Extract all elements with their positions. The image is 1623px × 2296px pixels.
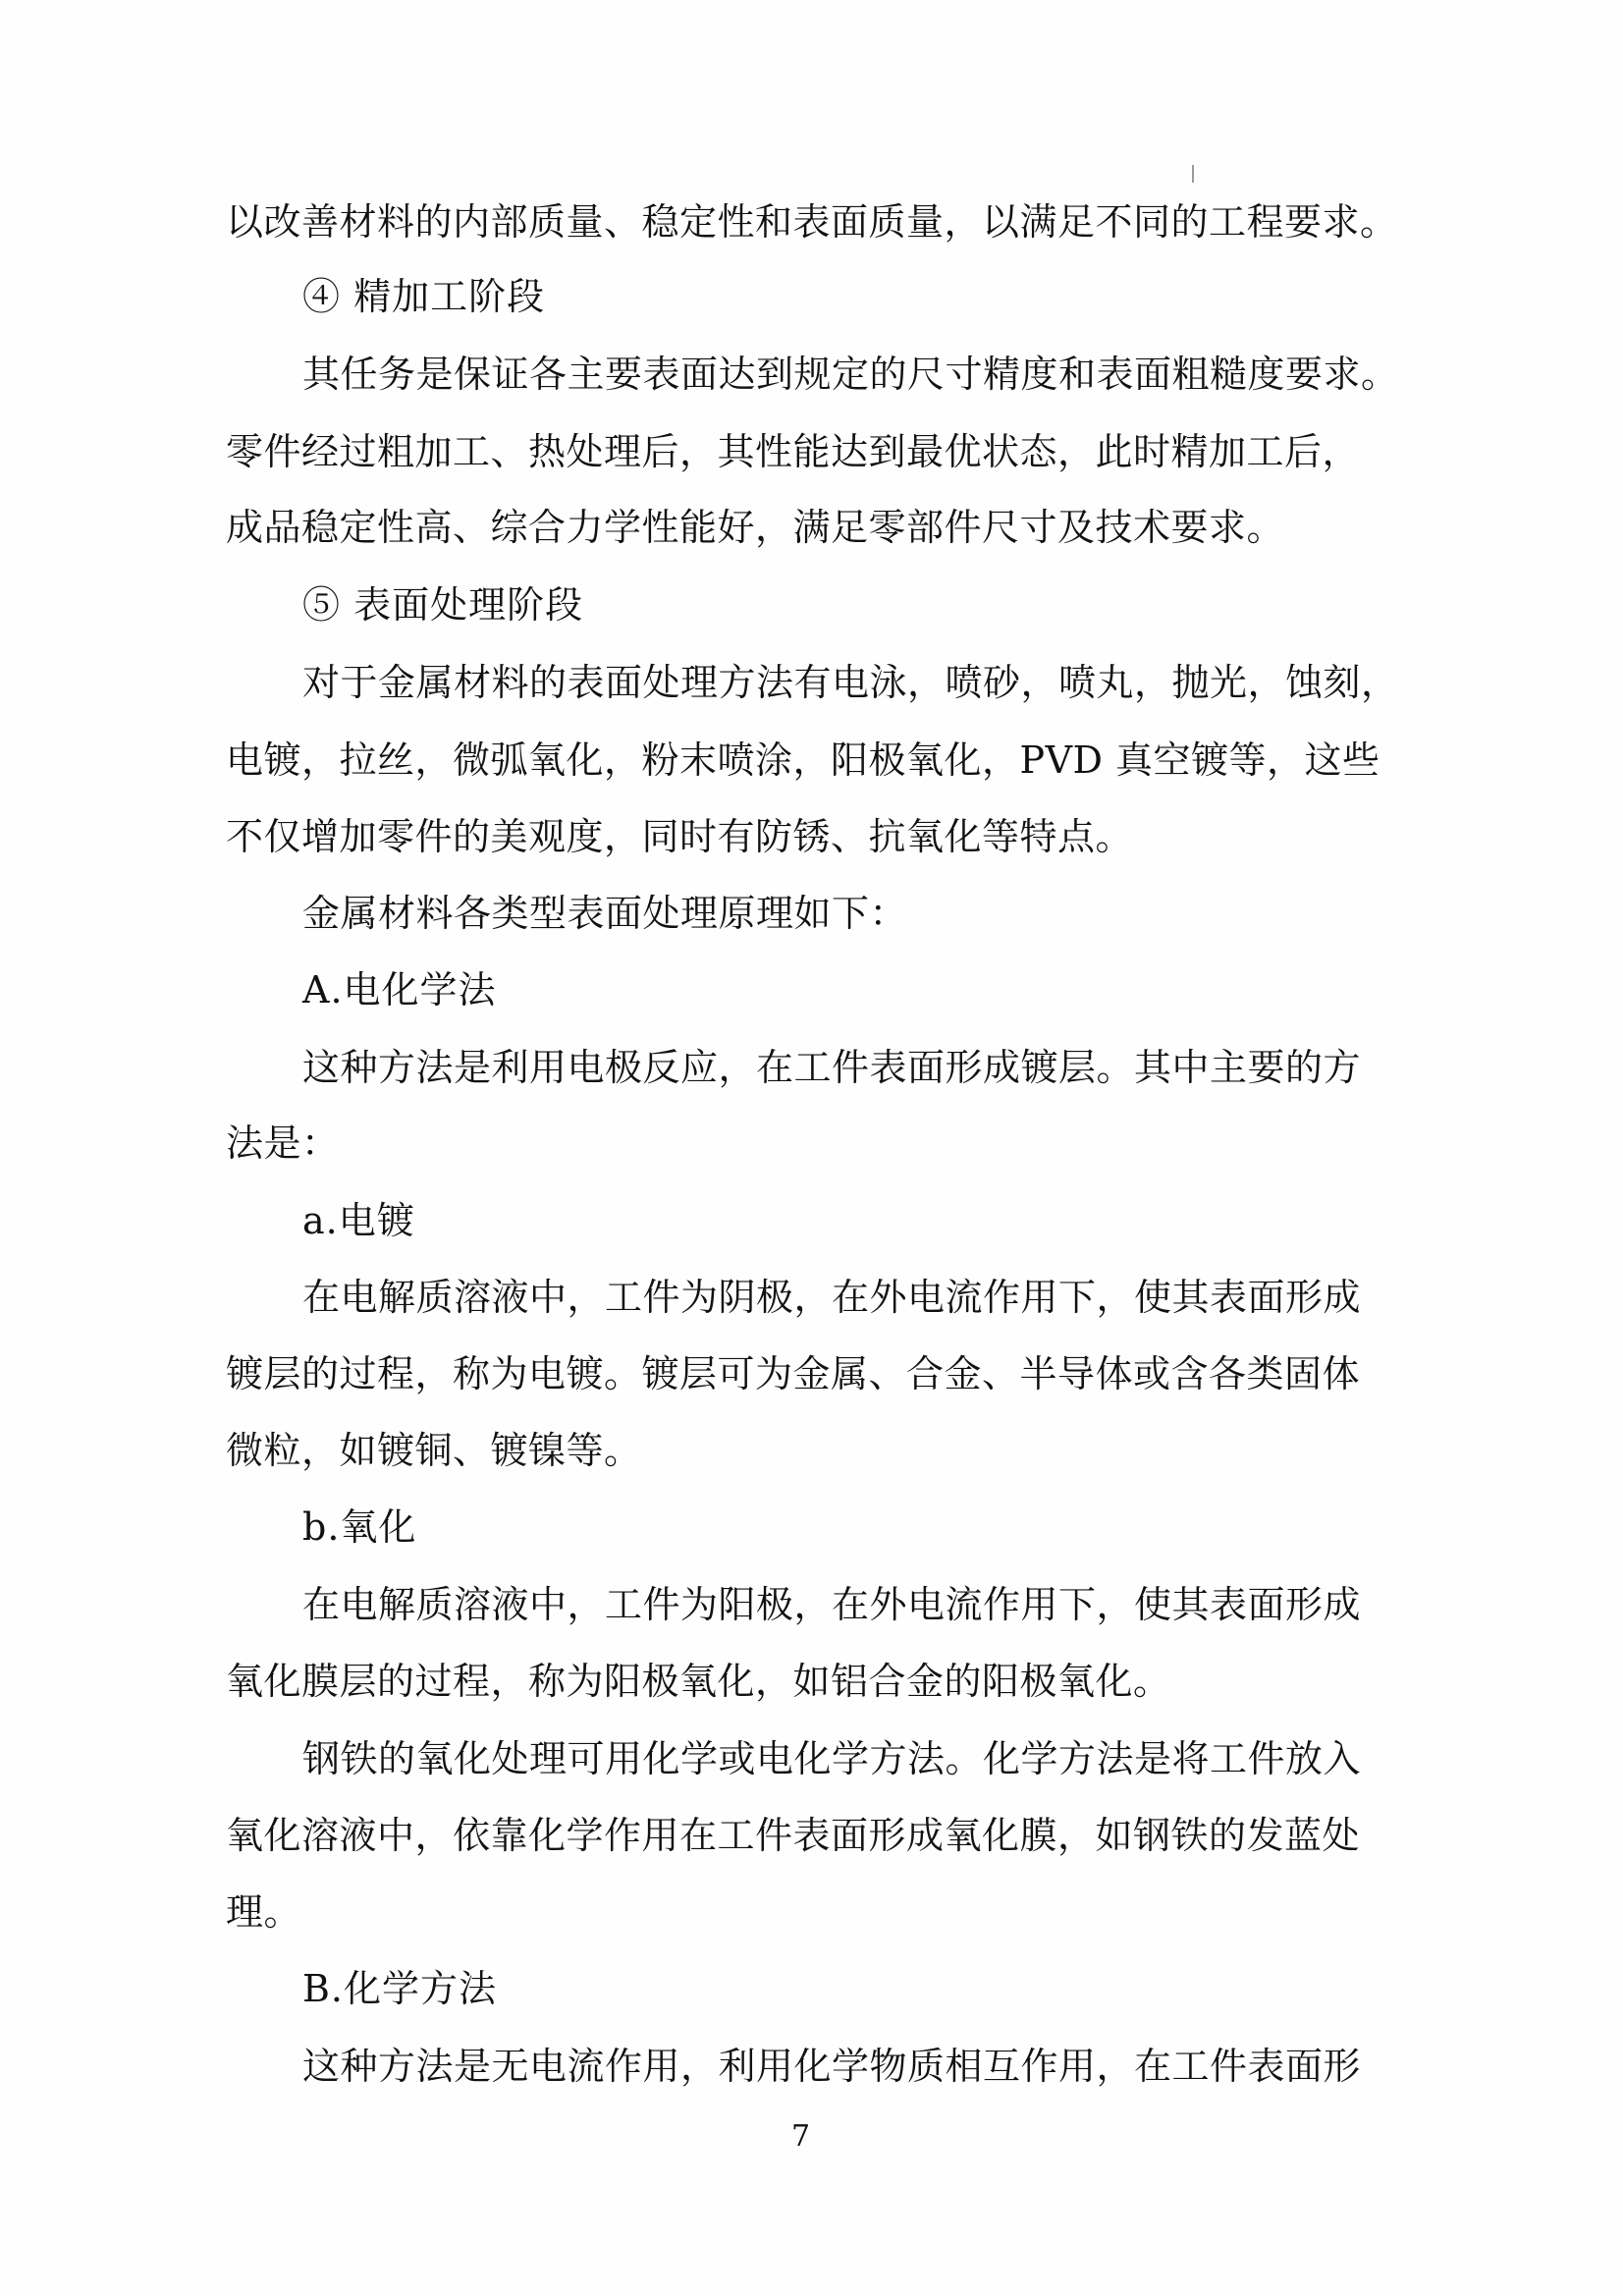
paragraph-line: 这种方法是无电流作用，利用化学物质相互作用，在工件表面形 xyxy=(302,2045,1362,2088)
page-number: 7 xyxy=(791,2119,811,2154)
paragraph-line: 金属材料各类型表面处理原理如下： xyxy=(302,892,908,935)
section-heading: ④ 精加工阶段 xyxy=(302,275,546,318)
paragraph-line: 对于金属材料的表面处理方法有电泳，喷砂，喷丸，抛光，蚀刻， xyxy=(302,661,1399,704)
paragraph-line: 镀层的过程，称为电镀。镀层可为金属、合金、半导体或含各类固体 xyxy=(226,1352,1361,1395)
paragraph-line: 法是： xyxy=(226,1121,340,1165)
paragraph-line: 在电解质溶液中，工件为阳极，在外电流作用下，使其表面形成 xyxy=(302,1583,1362,1626)
paragraph-line: 零件经过粗加工、热处理后，其性能达到最优状态，此时精加工后， xyxy=(226,430,1361,473)
paragraph-line: 氧化膜层的过程，称为阳极氧化，如铝合金的阳极氧化。 xyxy=(226,1660,1171,1703)
paragraph-line: 成品稳定性高、综合力学性能好，满足零部件尺寸及技术要求。 xyxy=(226,506,1285,549)
paragraph-line: 以改善材料的内部质量、稳定性和表面质量，以满足不同的工程要求。 xyxy=(226,200,1398,244)
subsection-heading: b.氧化 xyxy=(302,1505,417,1549)
section-heading: ⑤ 表面处理阶段 xyxy=(302,583,584,627)
paragraph-line: 微粒，如镀铜、镀镍等。 xyxy=(226,1429,642,1472)
paragraph-line: 其任务是保证各主要表面达到规定的尺寸精度和表面粗糙度要求。 xyxy=(302,353,1399,396)
subsection-heading: a.电镀 xyxy=(302,1199,415,1242)
subsection-heading: A.电化学法 xyxy=(302,968,497,1011)
subsection-heading: B.化学方法 xyxy=(302,1967,498,2010)
paragraph-line: 在电解质溶液中，工件为阴极，在外电流作用下，使其表面形成 xyxy=(302,1276,1362,1319)
paragraph-line: 电镀，拉丝，微弧氧化，粉末喷涂，阳极氧化，PVD 真空镀等，这些 xyxy=(226,738,1380,782)
paragraph-line: 钢铁的氧化处理可用化学或电化学方法。化学方法是将工件放入 xyxy=(302,1737,1362,1780)
paragraph-line: 氧化溶液中，依靠化学作用在工件表面形成氧化膜，如钢铁的发蓝处 xyxy=(226,1814,1361,1857)
paragraph-line: 理。 xyxy=(226,1890,302,1934)
paragraph-line: 不仅增加零件的美观度，同时有防锈、抗氧化等特点。 xyxy=(226,815,1134,858)
scan-artifact-mark xyxy=(1192,165,1194,183)
paragraph-line: 这种方法是利用电极反应，在工件表面形成镀层。其中主要的方 xyxy=(302,1046,1362,1089)
